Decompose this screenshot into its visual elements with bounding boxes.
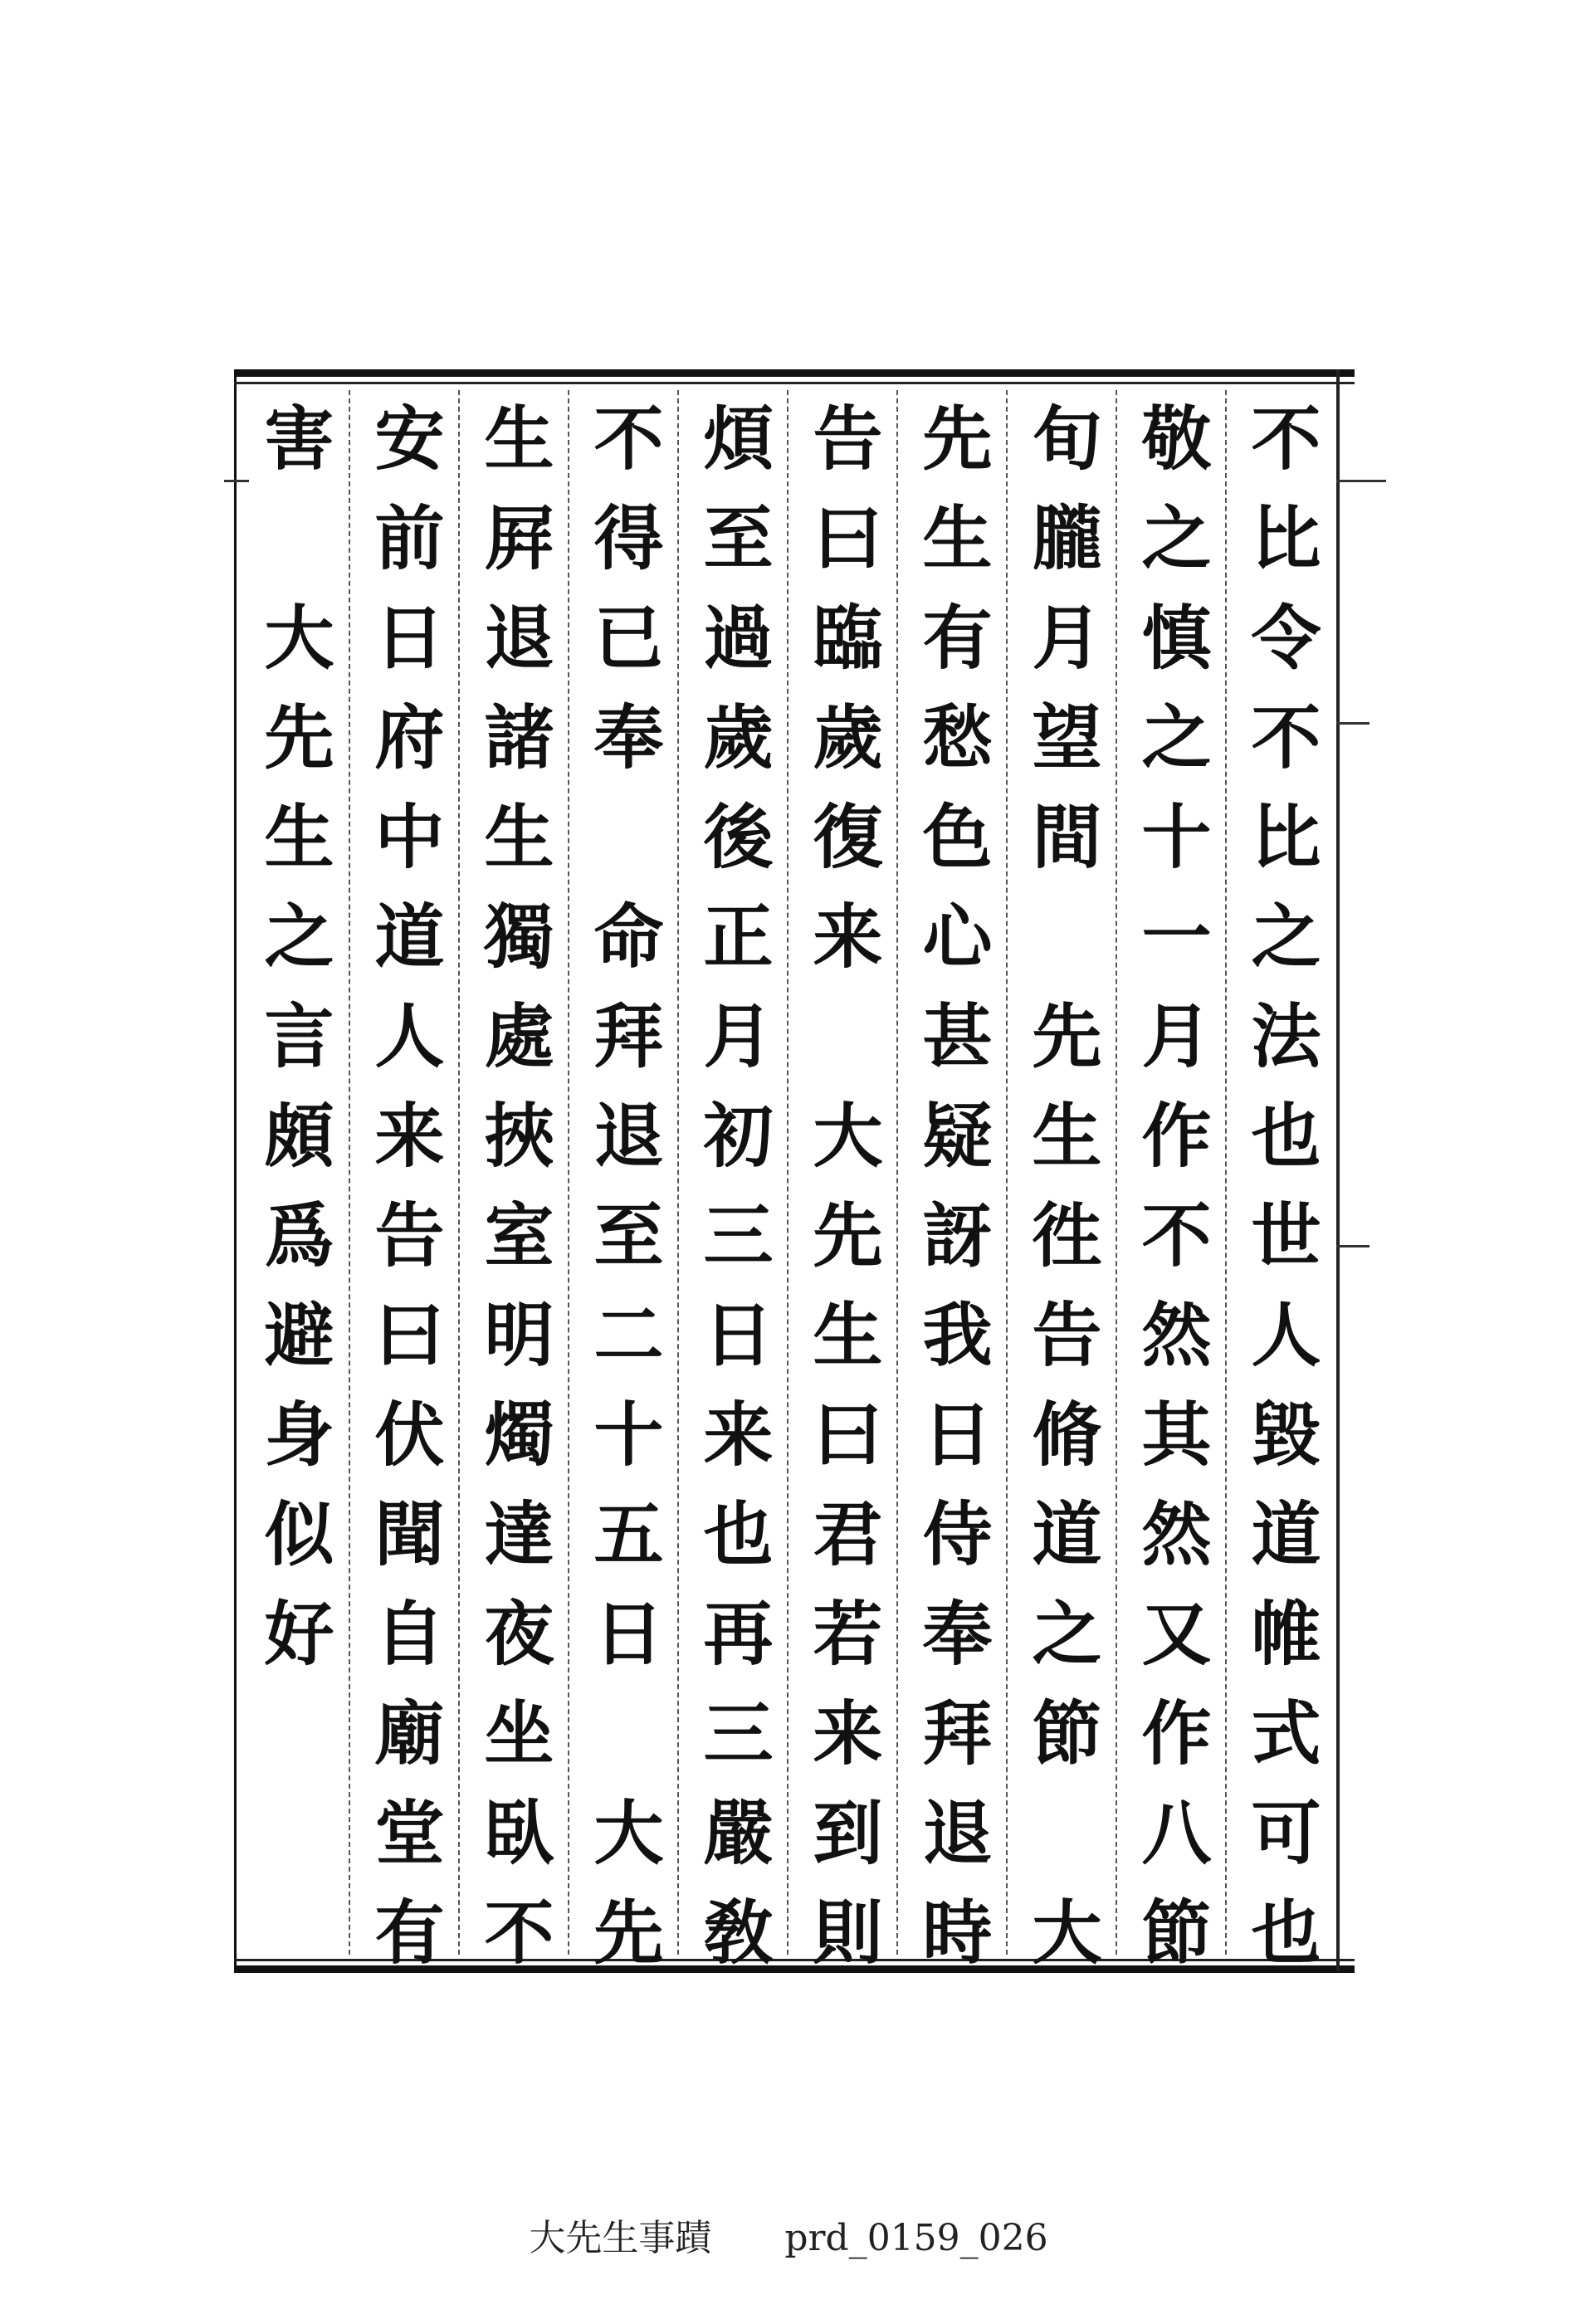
text-column-7 bbox=[568, 390, 677, 1995]
text-column-4 bbox=[896, 390, 1006, 1995]
text-column-8 bbox=[458, 390, 568, 1995]
column-text: 告曰臨歲復来 大先生曰君若来到則 bbox=[802, 402, 884, 1995]
margin-tick bbox=[1336, 722, 1370, 725]
text-columns bbox=[239, 390, 1335, 1995]
frame-right-rule bbox=[1336, 369, 1340, 1971]
column-text: 煩至過歲後正月初三日来也再三嚴敎 bbox=[692, 402, 774, 1995]
page-footer bbox=[0, 2208, 1577, 2261]
text-column-9 bbox=[349, 390, 458, 1995]
column-text: 安前日府中道人来告曰伏聞自廟堂有 bbox=[364, 402, 446, 1995]
text-column-1 bbox=[1225, 390, 1335, 1995]
column-text: 不得已奉 命拜退至二十五日 大先 bbox=[583, 402, 665, 1995]
column-text: 先生有愁色心甚疑訝我日侍奉拜退時 bbox=[911, 402, 994, 1995]
footer-page-id: prd_0159_026 bbox=[784, 2217, 1048, 2259]
text-column-10 bbox=[239, 390, 349, 1955]
column-text: 旬朧月望間 先生徃告脩道之節 大 bbox=[1021, 402, 1103, 1995]
margin-tick bbox=[1336, 480, 1386, 482]
frame-inner-top-rule bbox=[234, 382, 1355, 384]
text-column-3 bbox=[1006, 390, 1116, 1995]
footer-title: 大先生事蹟 bbox=[529, 2217, 712, 2259]
text-column-6 bbox=[677, 390, 787, 1995]
column-text: 害 大先生之言頗爲避身似好 bbox=[253, 402, 335, 1697]
column-text: 不比令不比之法也世人毀道帷式可也 bbox=[1240, 402, 1322, 1995]
margin-tick bbox=[1336, 1245, 1370, 1247]
column-text: 生屛退諸生獨處挾室明燭達夜坐臥不 bbox=[473, 402, 555, 1995]
column-text: 敬之慎之十一月作不然其然又作八節 bbox=[1130, 402, 1213, 1995]
text-column-5 bbox=[787, 390, 896, 1995]
text-column-2 bbox=[1116, 390, 1225, 1995]
